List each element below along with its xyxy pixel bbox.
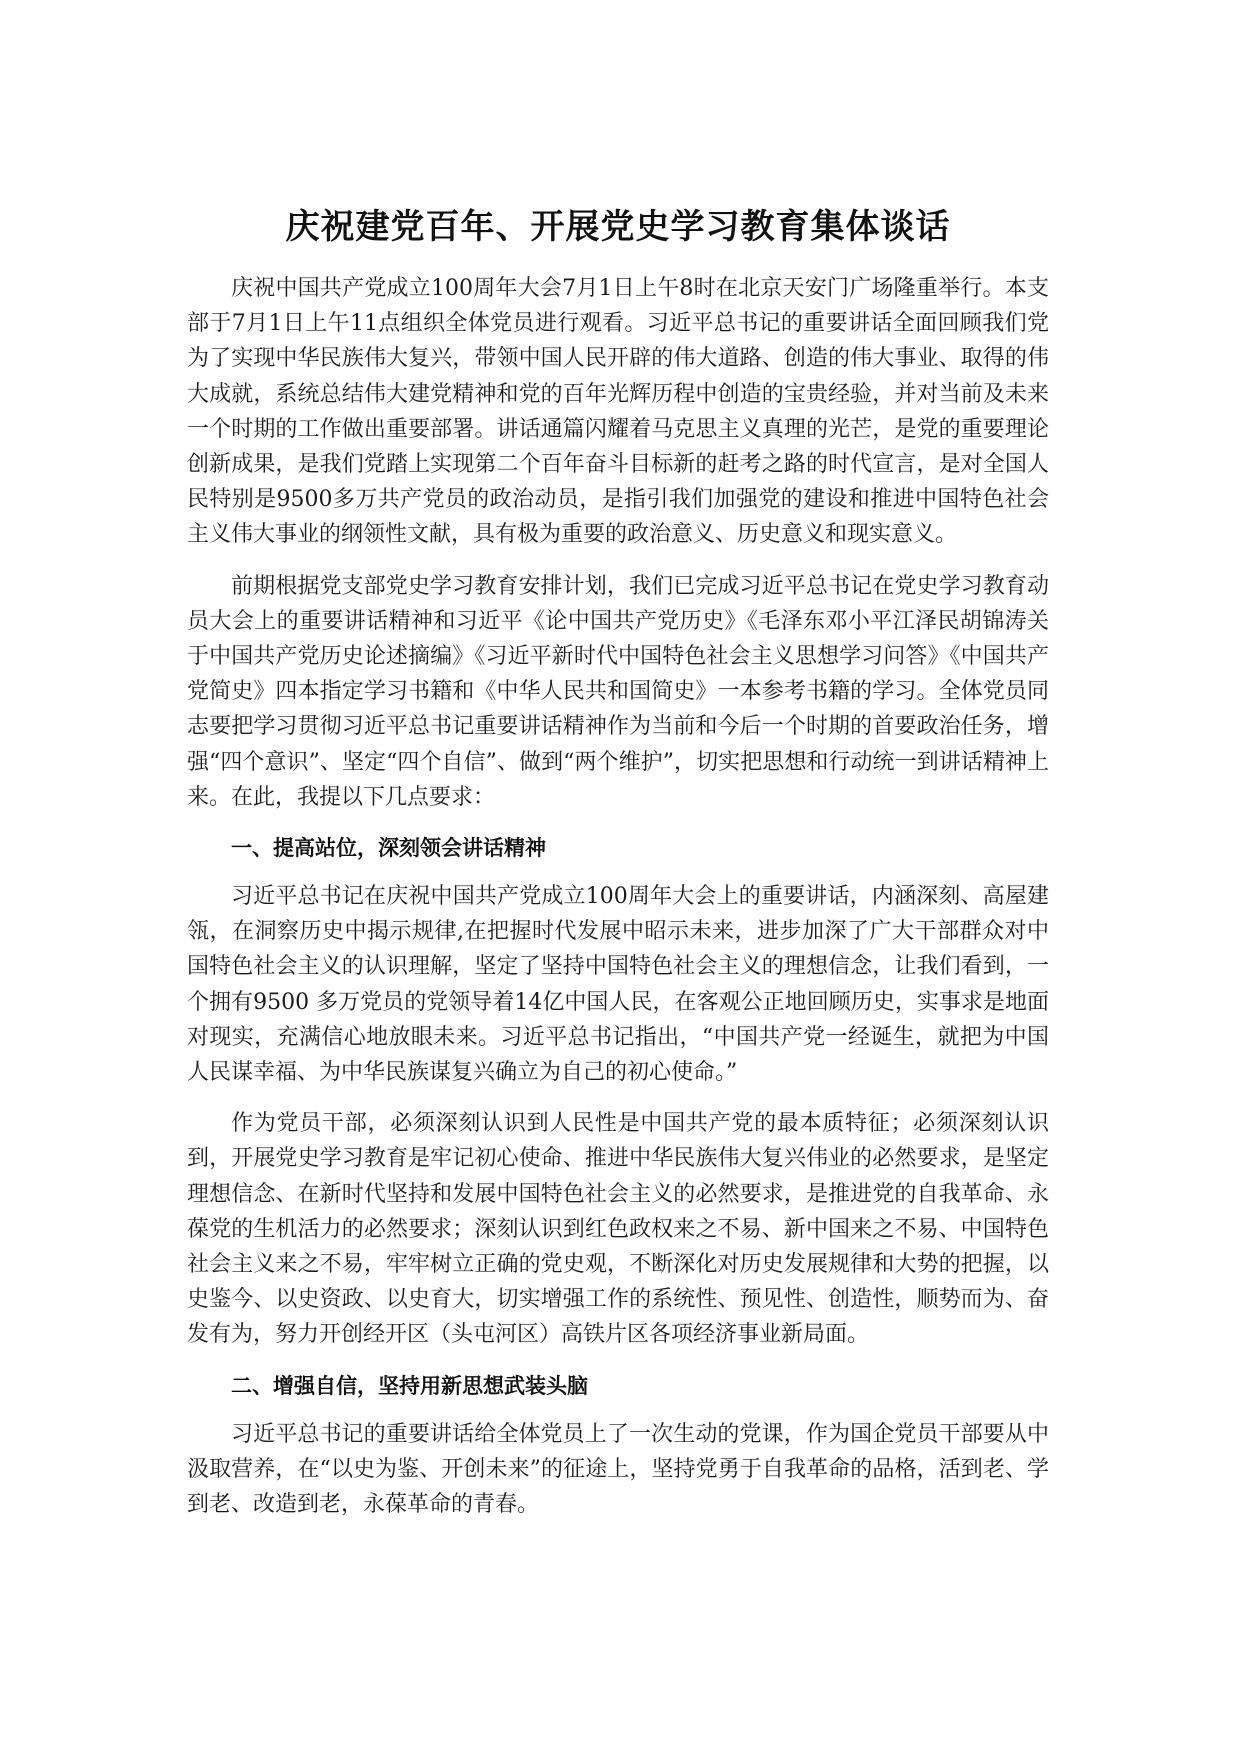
- intro-paragraph-2: 前期根据党支部党史学习教育安排计划，我们已完成习近平总书记在党史学习教育动员大会上的重要讲话精神和习近平《论中国共产党历史》《毛泽东邓小平江泽民胡锦涛关于中国共产党历史论述摘编》《习近平新时代中国特色社会主义思想学习问答》《中国共产党简史》四本指定学习书籍和《中华人民共和国简史》一本参考书籍的学习。全体党员同志要把学习贯彻习近平总书记重要讲话精神作为当前和今后一个时期的首要政治任务，增强“四个意识”、坚定“四个自信”、做到“两个维护”，切实把思想和行动统一到讲话精神上来。在此，我提以下几点要求：: [187, 573, 1049, 810]
- section-1-paragraph-2: 作为党员干部，必须深刻认识到人民性是中国共产党的最本质特征；必须深刻认识到，开展党史学习教育是牢记初心使命、推进中华民族伟大复兴伟业的必然要求，是坚定理想信念、在新时代坚持和发展中国特色社会主义的必然要求，是推进党的自我革命、永葆党的生机活力的必然要求；深刻认识到红色政权来之不易、新中国来之不易、中国特色社会主义来之不易，牢牢树立正确的党史观，不断深化对历史发展规律和大势的把握，以史鉴今、以史资政、以史育大，切实增强工作的系统性、预见性、创造性，顺势而为、奋发有为，努力开创经开区（头屯河区）高铁片区各项经济事业新局面。: [187, 1111, 1049, 1348]
- section-1-paragraph-1: 习近平总书记在庆祝中国共产党成立100周年大会上的重要讲话，内涵深刻、高屋建瓴，在洞察历史中揭示规律,在把握时代发展中昭示未来，进步加深了广大干部群众对中国特色社会主义的认识理解，坚定了坚持中国特色社会主义的理想信念，让我们看到，一个拥有9500 多万党员的党领导着14亿中国人民，在客观公正地回顾历史，实事求是地面对现实，充满信心地放眼未来。习近平总书记指出，“中国共产党一经诞生，就把为中国人民谋幸福、为中华民族谋复兴确立为自己的初心使命。”: [187, 884, 1049, 1086]
- section-1-heading: 一、提高站位，深刻领会讲话精神: [231, 836, 546, 861]
- section-2-paragraph-1: 习近平总书记的重要讲话给全体党员上了一次生动的党课，作为国企党员干部要从中汲取营养，在“以史为鉴、开创未来”的征途上，坚持党勇于自我革命的品格，活到老、学到老、改造到老，永葆革命的青春。: [187, 1421, 1049, 1518]
- intro-paragraph-1: 庆祝中国共产党成立100周年大会7月1日上午8时在北京天安门广场隆重举行。本支部于7月1日上午11点组织全体党员进行观看。习近平总书记的重要讲话全面回顾我们党为了实现中华民族伟大复兴，带领中国人民开辟的伟大道路、创造的伟大事业、取得的伟大成就，系统总结伟大建党精神和党的百年光辉历程中创造的宝贵经验，并对当前及未来一个时期的工作做出重要部署。讲话通篇闪耀着马克思主义真理的光芒，是党的重要理论创新成果，是我们党踏上实现第二个百年奋斗目标新的赶考之路的时代宣言，是对全国人民特别是9500多万共产党员的政治动员，是指引我们加强党的建设和推进中国特色社会主义伟大事业的纲领性文献，具有极为重要的政治意义、历史意义和现实意义。: [187, 276, 1049, 548]
- document-page: [187, 205, 1049, 1538]
- document-title: 庆祝建党百年、开展党史学习教育集体谈话: [285, 207, 951, 247]
- section-2-heading: 二、增强自信，坚持用新思想武装头脑: [231, 1373, 588, 1398]
